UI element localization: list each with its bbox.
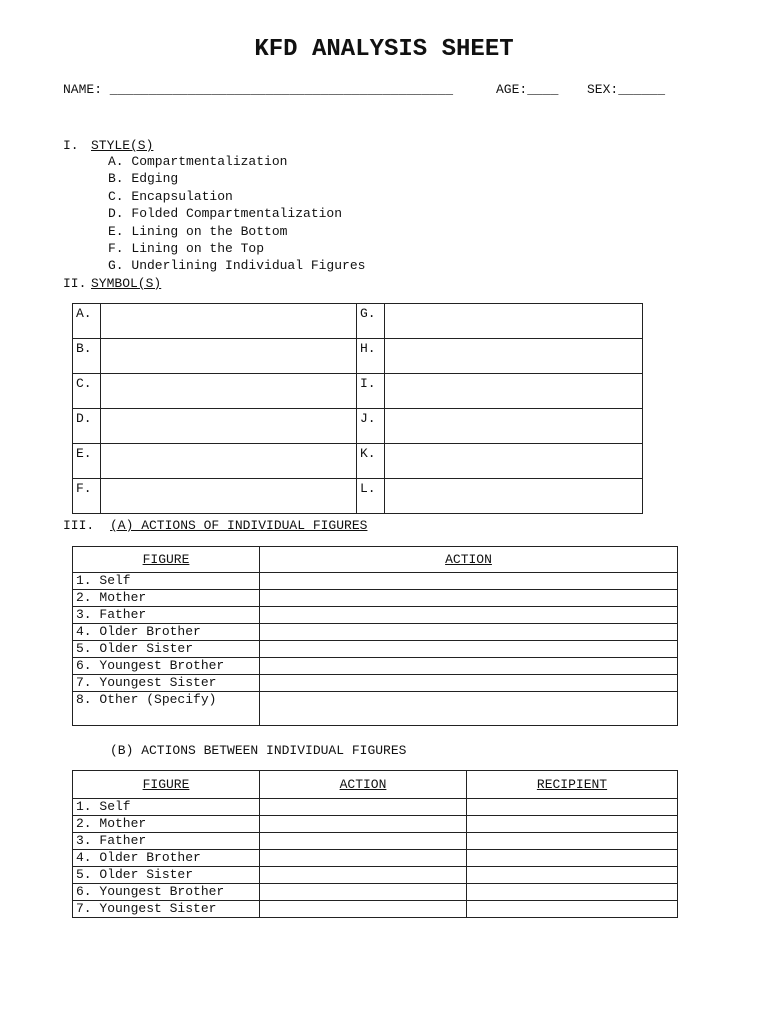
age-field-label[interactable]: AGE:____ — [496, 82, 559, 97]
symbol-cell[interactable] — [385, 339, 643, 374]
recipient-cell[interactable] — [467, 799, 678, 816]
action-cell[interactable] — [260, 850, 467, 867]
symbol-letter: F. — [73, 479, 101, 514]
style-list — [108, 153, 365, 275]
figure-cell: 7. Youngest Sister — [73, 901, 260, 918]
style-item: F. Lining on the Top — [108, 240, 265, 256]
figure-cell: 6. Youngest Brother — [73, 884, 260, 901]
style-item: B. Edging — [108, 171, 179, 187]
table-row — [73, 304, 643, 339]
action-cell[interactable] — [260, 692, 678, 726]
symbol-cell[interactable] — [101, 339, 357, 374]
table-header-row — [73, 771, 678, 799]
figure-cell: 1. Self — [73, 799, 260, 816]
symbol-letter: C. — [73, 374, 101, 409]
symbol-letter: D. — [73, 409, 101, 444]
table-row — [73, 901, 678, 918]
action-cell[interactable] — [260, 607, 678, 624]
symbol-letter: J. — [357, 409, 385, 444]
column-header-figure: FIGURE — [73, 771, 260, 799]
figure-cell: 7. Youngest Sister — [73, 675, 260, 692]
figure-cell: 3. Father — [73, 833, 260, 850]
style-item: C. Encapsulation — [108, 188, 233, 204]
table-row — [73, 590, 678, 607]
name-field-label[interactable]: NAME: ____________________________________________ — [63, 82, 454, 97]
style-item: A. Compartmentalization — [108, 154, 288, 169]
section-1-number: I. — [63, 138, 79, 153]
table-row — [73, 816, 678, 833]
table-row — [73, 607, 678, 624]
table-row — [73, 692, 678, 726]
figure-cell: 5. Older Sister — [73, 867, 260, 884]
table-row — [73, 624, 678, 641]
symbol-cell[interactable] — [101, 479, 357, 514]
section-2-heading: SYMBOL(S) — [91, 276, 162, 291]
action-cell[interactable] — [260, 641, 678, 658]
symbol-cell[interactable] — [385, 304, 643, 339]
action-cell[interactable] — [260, 816, 467, 833]
symbol-letter: E. — [73, 444, 101, 479]
action-cell[interactable] — [260, 590, 678, 607]
table-row — [73, 479, 643, 514]
figure-cell: 5. Older Sister — [73, 641, 260, 658]
recipient-cell[interactable] — [467, 884, 678, 901]
symbol-letter: L. — [357, 479, 385, 514]
table-row — [73, 884, 678, 901]
figure-cell: 8. Other (Specify) — [73, 692, 260, 726]
symbol-cell[interactable] — [101, 304, 357, 339]
action-cell[interactable] — [260, 658, 678, 675]
table-header-row — [73, 547, 678, 573]
table-row — [73, 339, 643, 374]
section-2-number: II. — [63, 276, 87, 291]
recipient-cell[interactable] — [467, 833, 678, 850]
symbol-letter: H. — [357, 339, 385, 374]
action-cell[interactable] — [260, 867, 467, 884]
column-header-figure: FIGURE — [73, 547, 260, 573]
symbol-letter: I. — [357, 374, 385, 409]
table-row — [73, 409, 643, 444]
symbol-cell[interactable] — [101, 444, 357, 479]
figure-cell: 4. Older Brother — [73, 850, 260, 867]
style-item: D. Folded Compartmentalization — [108, 206, 343, 222]
table-row — [73, 867, 678, 884]
action-cell[interactable] — [260, 799, 467, 816]
symbol-cell[interactable] — [385, 374, 643, 409]
symbols-table — [72, 303, 643, 514]
recipient-cell[interactable] — [467, 816, 678, 833]
figure-cell: 4. Older Brother — [73, 624, 260, 641]
style-item: G. Underlining Individual Figures — [108, 258, 366, 274]
style-item: E. Lining on the Bottom — [108, 223, 288, 239]
column-header-recipient: RECIPIENT — [467, 771, 678, 799]
symbol-letter: K. — [357, 444, 385, 479]
figure-cell: 2. Mother — [73, 816, 260, 833]
action-cell[interactable] — [260, 573, 678, 590]
table-row — [73, 444, 643, 479]
symbol-cell[interactable] — [101, 374, 357, 409]
section-3a-heading: (A) ACTIONS OF INDIVIDUAL FIGURES — [110, 518, 368, 533]
symbol-letter: G. — [357, 304, 385, 339]
symbol-cell[interactable] — [101, 409, 357, 444]
table-row — [73, 573, 678, 590]
symbol-cell[interactable] — [385, 444, 643, 479]
recipient-cell[interactable] — [467, 901, 678, 918]
table-row — [73, 833, 678, 850]
symbol-cell[interactable] — [385, 409, 643, 444]
section-1-heading: STYLE(S) — [91, 138, 154, 153]
symbol-cell[interactable] — [385, 479, 643, 514]
symbol-letter: A. — [73, 304, 101, 339]
action-cell[interactable] — [260, 624, 678, 641]
table-row — [73, 658, 678, 675]
section-3-number: III. — [63, 518, 95, 533]
table-row — [73, 850, 678, 867]
page-title: KFD ANALYSIS SHEET — [254, 36, 514, 63]
table-row — [73, 374, 643, 409]
figure-cell: 6. Youngest Brother — [73, 658, 260, 675]
action-cell[interactable] — [260, 884, 467, 901]
recipient-cell[interactable] — [467, 867, 678, 884]
table-row — [73, 799, 678, 816]
table-row — [73, 641, 678, 658]
figure-cell: 2. Mother — [73, 590, 260, 607]
actions-individual-table — [72, 546, 678, 726]
action-cell[interactable] — [260, 833, 467, 850]
column-header-action: ACTION — [260, 547, 678, 573]
actions-between-table — [72, 770, 678, 918]
action-cell[interactable] — [260, 901, 467, 918]
action-cell[interactable] — [260, 675, 678, 692]
recipient-cell[interactable] — [467, 850, 678, 867]
figure-cell: 3. Father — [73, 607, 260, 624]
table-row — [73, 675, 678, 692]
symbol-letter: B. — [73, 339, 101, 374]
column-header-action: ACTION — [260, 771, 467, 799]
section-3b-heading: (B) ACTIONS BETWEEN INDIVIDUAL FIGURES — [110, 743, 407, 758]
figure-cell: 1. Self — [73, 573, 260, 590]
sex-field-label[interactable]: SEX:______ — [587, 82, 666, 97]
